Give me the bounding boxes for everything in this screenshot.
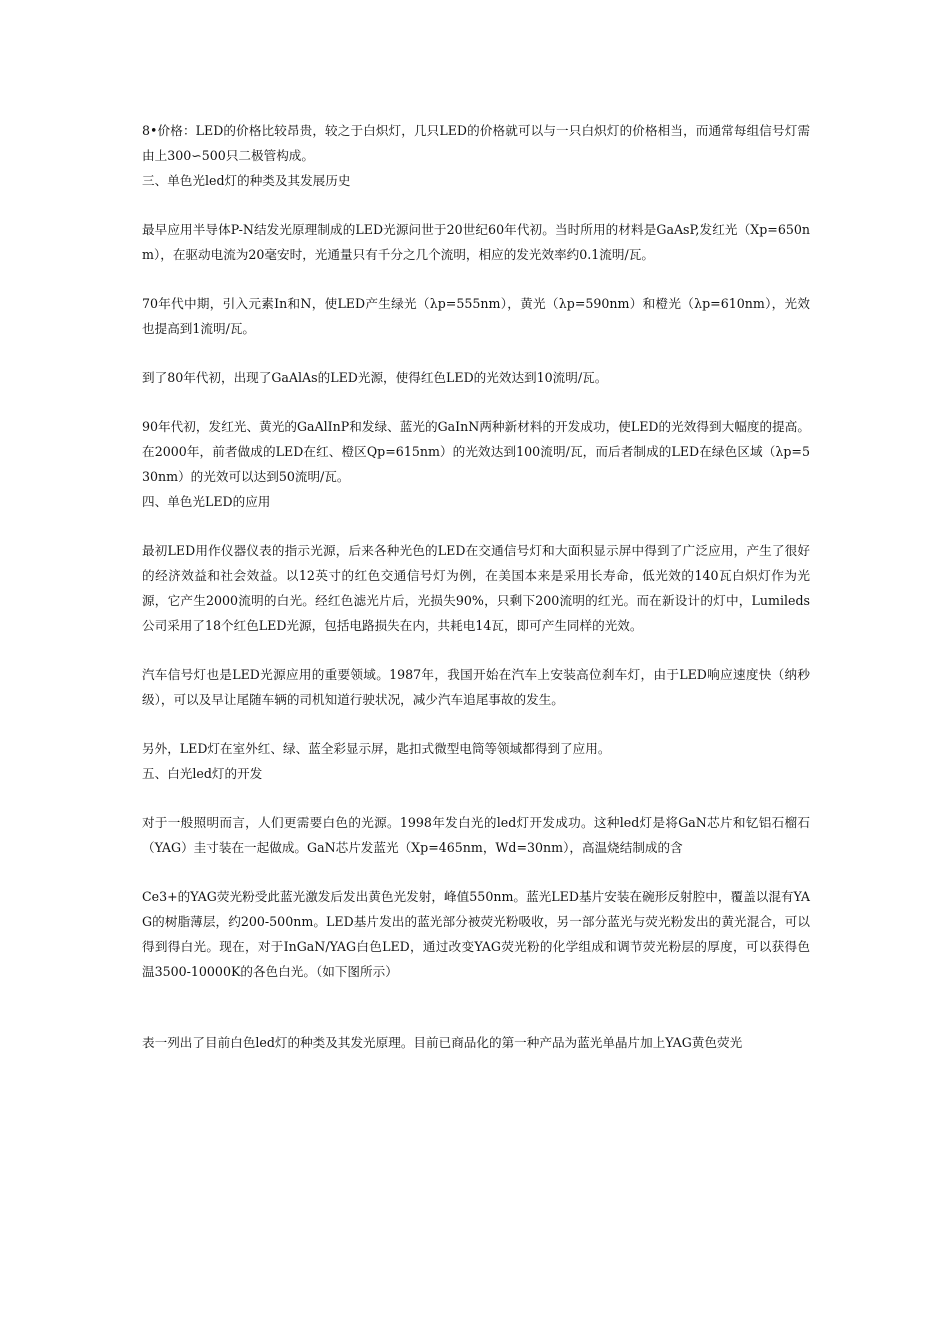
section-heading-5: 五、白光led灯的开发: [142, 766, 263, 781]
paragraph-application-2: 汽车信号灯也是LED光源应用的重要领域。1987年，我国开始在汽车上安装高位刹车灯，由于LED响应速度快（纳秒级），可以及早让尾随车辆的司机知道行驶状况，减少汽车追尾事故的发生。: [142, 667, 810, 707]
document-body: [142, 118, 810, 1055]
paragraph-application-3: 另外，LED灯在室外红、绿、蓝全彩显示屏，匙扣式微型电筒等领域都得到了应用。: [142, 741, 611, 756]
paragraph-white-led-1: 对于一般照明而言，人们更需要白色的光源。1998年发白光的led灯开发成功。这种led灯是将GaN芯片和钇铝石榴石（YAG）圭寸装在一起做成。GaN芯片发蓝光（Xp=465nm，Wd=30nm），高温烧结制成的含: [142, 815, 810, 855]
paragraph-history-1: 最早应用半导体P-N结发光原理制成的LED光源问世于20世纪60年代初。当时所用的材料是GaAsP,发红光（Xp=650nm），在驱动电流为20毫安时，光通量只有千分之几个流明，相应的发光效率约0.1流明/瓦。: [142, 222, 810, 262]
paragraph-white-led-3: 表一列出了目前白色led灯的种类及其发光原理。目前已商品化的第一种产品为蓝光单晶片加上YAG黄色荧光: [142, 1035, 743, 1050]
paragraph-history-4: 90年代初，发红光、黄光的GaAlInP和发绿、蓝光的GaInN两种新材料的开发成功，使LED的光效得到大幅度的提高。在2000年，前者做成的LED在红、橙区Qp=615nm）的光效达到100流明/瓦，而后者制成的LED在绿色区域（λp=530nm）的光效可以达到50流明/瓦。: [142, 419, 810, 484]
paragraph-price: 8•价格：LED的价格比较昂贵，较之于白炽灯，几只LED的价格就可以与一只白炽灯的价格相当，而通常每组信号灯需由上300∽500只二极管构成。: [142, 123, 810, 163]
paragraph-white-led-2: Ce3+的YAG荧光粉受此蓝光激发后发出黄色光发射，峰值550nm。蓝光LED基片安装在碗形反射腔中，覆盖以混有YAG的树脂薄层，约200-500nm。LED基片发出的蓝光部分被荧光粉吸收，另一部分蓝光与荧光粉发出的黄光混合，可以得到得白光。现在，对于InGaN/YAG白色LED，通过改变YAG荧光粉的化学组成和调节荧光粉层的厚度，可以获得色温3500-10000K的各色白光。（如下图所示）: [142, 889, 810, 979]
paragraph-history-2: 70年代中期，引入元素In和N，使LED产生绿光（λp=555nm），黄光（λp=590nm）和橙光（λp=610nm），光效也提高到1流明/瓦。: [142, 296, 810, 336]
section-heading-3: 三、单色光led灯的种类及其发展历史: [142, 173, 351, 188]
paragraph-application-1: 最初LED用作仪器仪表的指示光源，后来各种光色的LED在交通信号灯和大面积显示屏中得到了广泛应用，产生了很好的经济效益和社会效益。以12英寸的红色交通信号灯为例，在美国本来是采用长寿命，低光效的140瓦白炽灯作为光源，它产生2000流明的白光。经红色滤光片后，光损失90%，只剩下200流明的红光。而在新设计的灯中，Lumileds公司采用了18个红色LED光源，包括电路损失在内，共耗电14瓦，即可产生同样的光效。: [142, 543, 810, 633]
section-heading-4: 四、单色光LED的应用: [142, 494, 271, 509]
paragraph-history-3: 到了80年代初，出现了GaAlAs的LED光源，使得红色LED的光效达到10流明/瓦。: [142, 370, 608, 385]
